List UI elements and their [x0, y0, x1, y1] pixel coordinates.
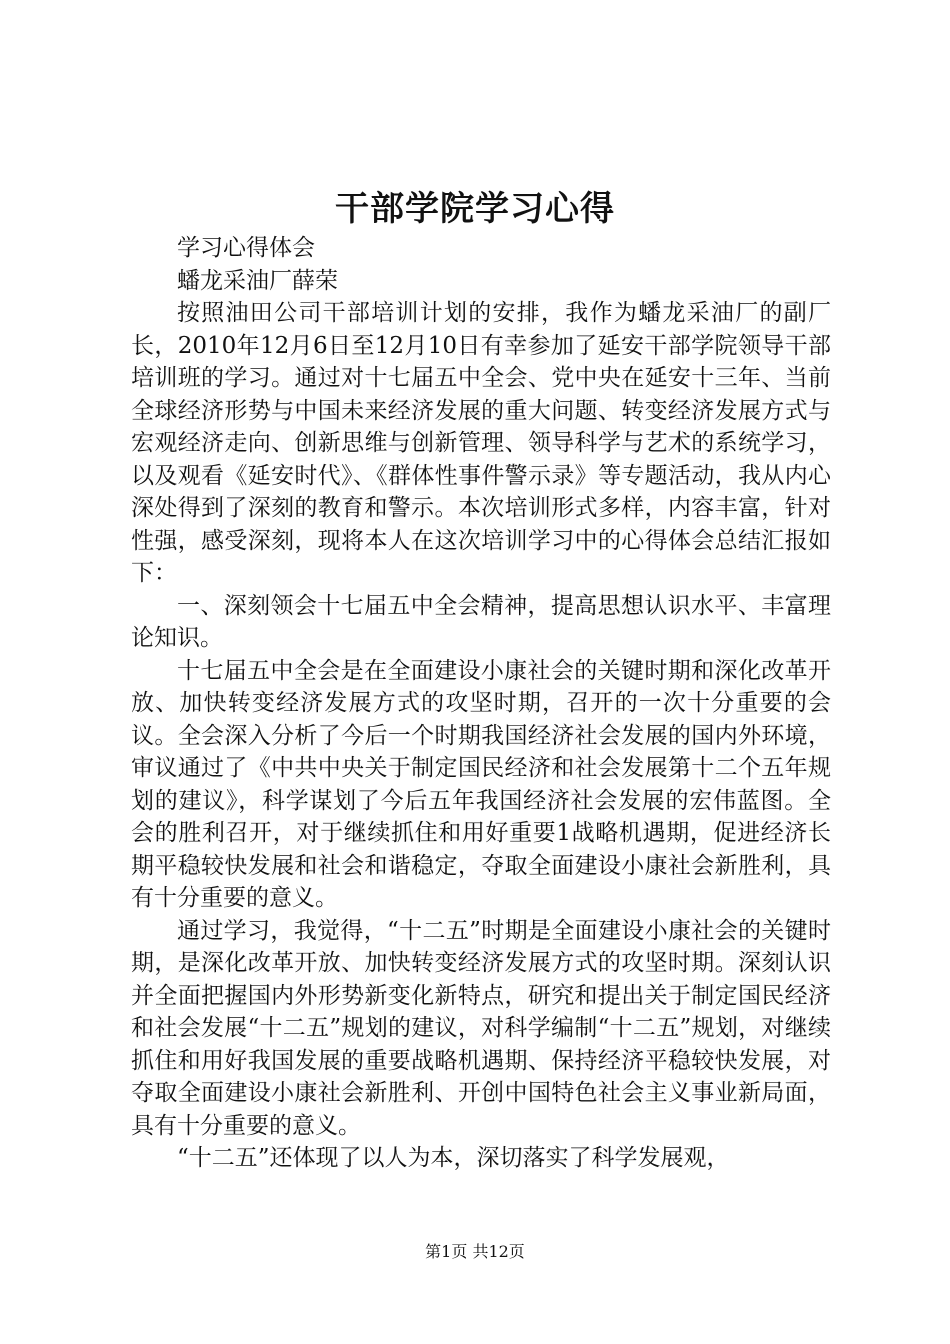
document-title: 干部学院学习心得 — [335, 189, 615, 229]
paragraph-study: 通过学习，我觉得，“十二五”时期是全面建设小康社会的关键时期，是深化改革开放、加快转变经济发展方式的攻坚时期。深刻认识并全面把握国内外形势新变化新特点，研究和提出关于制定国民经济和社会发展“十二五”规划的建议，对科学编制“十二五”规划，对继续抓住和用好我国发展的重要战略机遇期、保持经济平稳较快发展，对夺取全面建设小康社会新胜利、开创中国特色社会主义事业新局面，具有十分重要的意义。 — [131, 917, 831, 1139]
paragraph-people-oriented: “十二五”还体现了以人为本，深切落实了科学发展观， — [177, 1145, 730, 1171]
paragraph-heading: 学习心得体会 — [177, 235, 315, 261]
document-body — [131, 232, 831, 1175]
paragraph-plenum: 十七届五中全会是在全面建设小康社会的关键时期和深化改革开放、加快转变经济发展方式的攻坚时期，召开的一次十分重要的会议。全会深入分析了今后一个时期我国经济社会发展的国内外环境，审议通过了《中共中央关于制定国民经济和社会发展第十二个五年规划的建议》，科学谋划了今后五年我国经济社会发展的宏伟蓝图。全会的胜利召开，对于继续抓住和用好重要1战略机遇期，促进经济长期平稳较快发展和社会和谐稳定，夺取全面建设小康社会新胜利，具有十分重要的意义。 — [131, 657, 831, 911]
paragraph-intro: 按照油田公司干部培训计划的安排，我作为蟠龙采油厂的副厂长，2010年12月6日至12月10日有幸参加了延安干部学院领导干部培训班的学习。通过对十七届五中全会、党中央在延安十三年、当前全球经济形势与中国未来经济发展的重大问题、转变经济发展方式与宏观经济走向、创新思维与创新管理、领导科学与艺术的系统学习，以及观看《延安时代》、《群体性事件警示录》等专题活动，我从内心深处得到了深刻的教育和警示。本次培训形式多样，内容丰富，针对性强，感受深刻，现将本人在这次培训学习中的心得体会总结汇报如下： — [131, 300, 831, 586]
paragraph-section-heading: 一、深刻领会十七届五中全会精神，提高思想认识水平、丰富理论知识。 — [131, 592, 831, 651]
page-number-footer: 第1页 共12页 — [425, 1242, 525, 1261]
paragraph-author: 蟠龙采油厂薛荣 — [177, 267, 338, 294]
